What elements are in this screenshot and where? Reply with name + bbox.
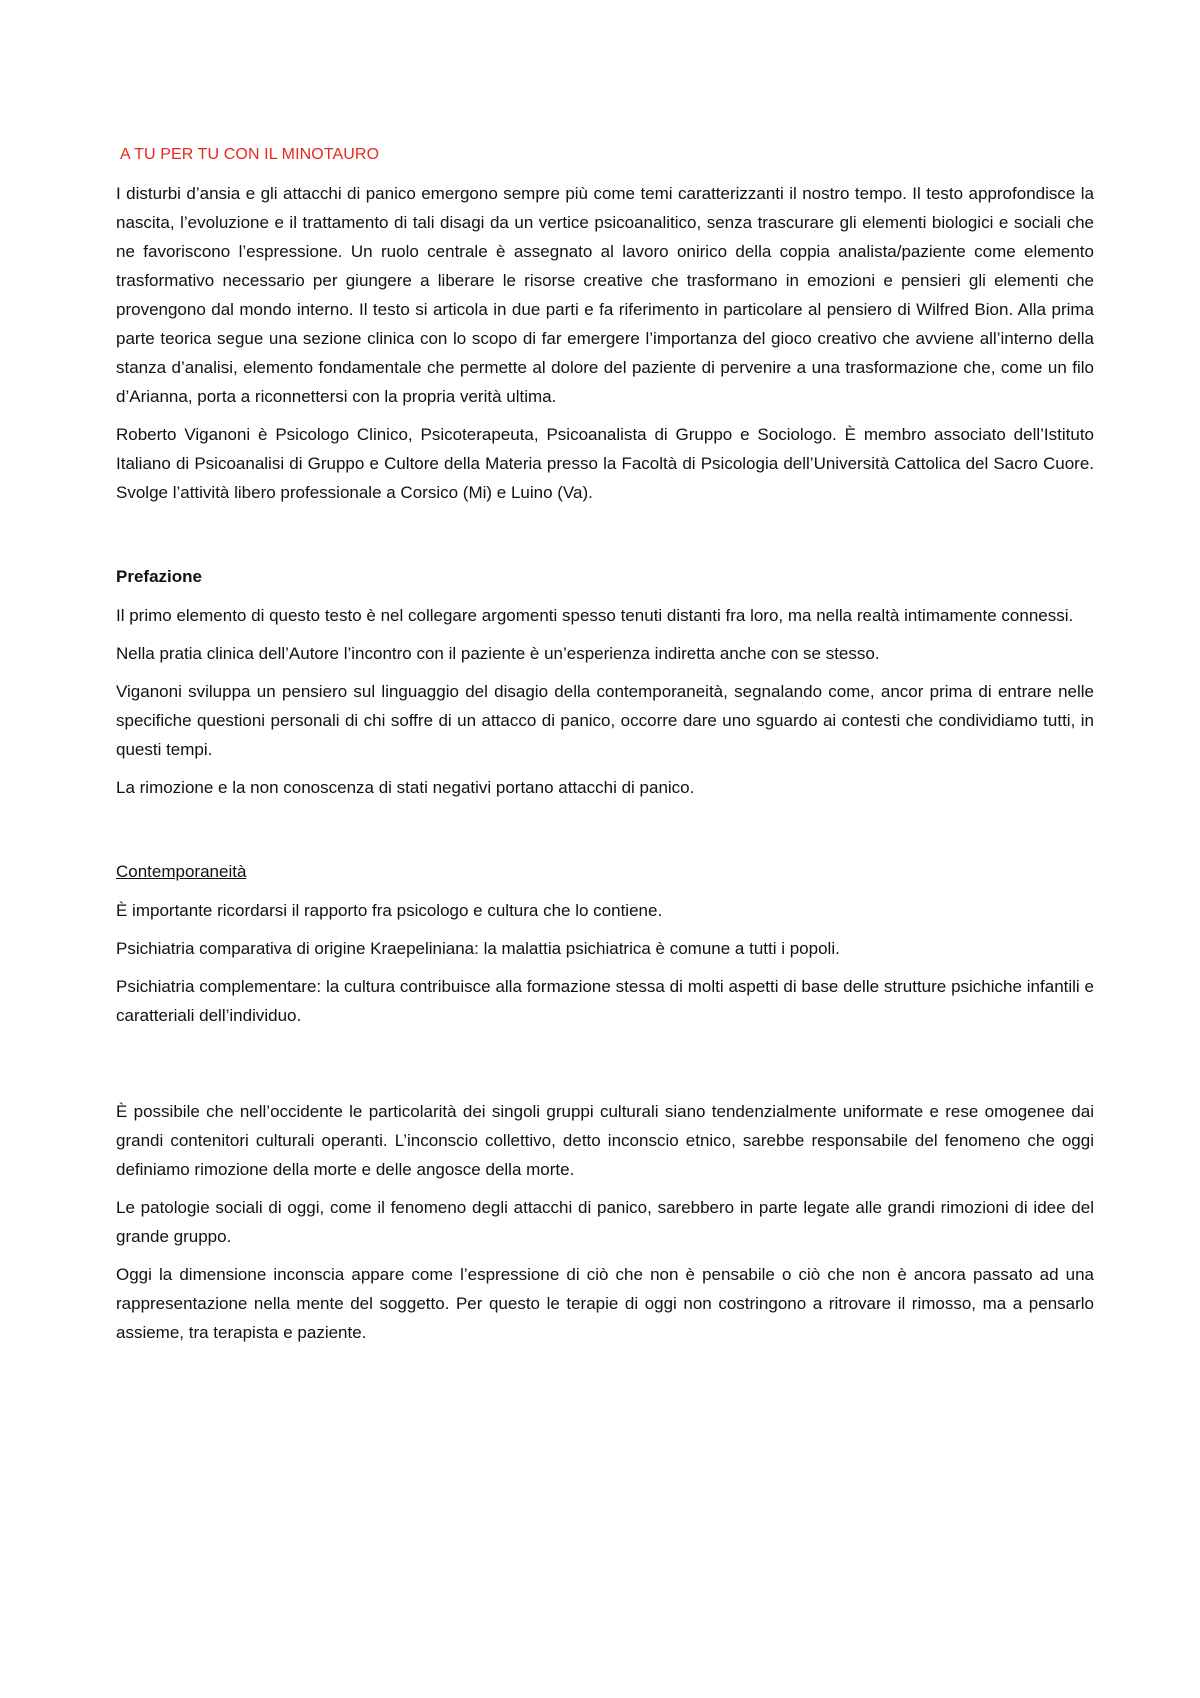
contemporaneita-paragraph: Le patologie sociali di oggi, come il fenomeno degli attacchi di panico, sarebbero in parte legate alle grandi rimozioni di idee del grande gruppo. bbox=[116, 1198, 1094, 1246]
section-heading-prefazione: Prefazione bbox=[116, 567, 202, 586]
spacer bbox=[116, 516, 1094, 562]
prefazione-paragraph: Il primo elemento di questo testo è nel collegare argomenti spesso tenuti distanti fra loro, ma nella realtà intimamente connessi. bbox=[116, 606, 1074, 625]
document-body bbox=[116, 140, 1094, 1356]
contemporaneita-paragraph: È possibile che nell’occidente le particolarità dei singoli gruppi culturali siano tendenzialmente uniformate e rese omogenee dai grandi contenitori culturali operanti. L’inconscio collettivo, detto inconscio etnico, sarebbe responsabile del fenomeno che oggi definiamo rimozione della morte e delle angosce della morte. bbox=[116, 1102, 1094, 1179]
intro-paragraph: I disturbi d’ansia e gli attacchi di panico emergono sempre più come temi caratterizzanti il nostro tempo. Il testo approfondisce la nascita, l’evoluzione e il trattamento di tali disagi da un vertice psicoanalitico, senza trascurare gli elementi biologici e sociali che ne favoriscono l’espressione. Un ruolo centrale è assegnato al lavoro onirico della coppia analista/paziente come elemento trasformativo necessario per giungere a liberare le risorse creative che trasformano in emozioni e pensieri gli elementi che provengono dal mondo interno. Il testo si articola in due parti e fa riferimento in particolare al pensiero di Wilfred Bion. Alla prima parte teorica segue una sezione clinica con lo scopo di far emergere l’importanza del gioco creativo che avviene all’interno della stanza d’analisi, elemento fondamentale che permette al dolore del paziente di pervenire a una trasformazione che, come un filo d’Arianna, porta a riconnettersi con la propria verità ultima. bbox=[116, 184, 1094, 406]
contemporaneita-paragraph: Psichiatria complementare: la cultura contribuisce alla formazione stessa di molti aspetti di base delle strutture psichiche infantili e caratteriali dell’individuo. bbox=[116, 977, 1094, 1025]
spacer bbox=[116, 811, 1094, 857]
spacer bbox=[116, 1039, 1094, 1097]
contemporaneita-paragraph: Oggi la dimensione inconscia appare come l’espressione di ciò che non è pensabile o ciò che non è ancora passato ad una rappresentazione nella mente del soggetto. Per questo le terapie di oggi non costringono a ritrovare il rimosso, ma a pensarlo assieme, tra terapista e paziente. bbox=[116, 1265, 1094, 1342]
prefazione-paragraph: La rimozione e la non conoscenza di stati negativi portano attacchi di panico. bbox=[116, 778, 695, 797]
contemporaneita-paragraph: Psichiatria comparativa di origine Kraepeliniana: la malattia psichiatrica è comune a tutti i popoli. bbox=[116, 939, 840, 958]
author-bio-paragraph: Roberto Viganoni è Psicologo Clinico, Psicoterapeuta, Psicoanalista di Gruppo e Sociologo. È membro associato dell’Istituto Italiano di Psicoanalisi di Gruppo e Cultore della Materia presso la Facoltà di Psicologia dell’Università Cattolica del Sacro Cuore. Svolge l’attività libero professionale a Corsico (Mi) e Luino (Va). bbox=[116, 425, 1094, 502]
prefazione-paragraph: Nella pratia clinica dell’Autore l’incontro con il paziente è un’esperienza indiretta anche con se stesso. bbox=[116, 644, 880, 663]
section-heading-contemporaneita: Contemporaneità bbox=[116, 862, 247, 881]
prefazione-paragraph: Viganoni sviluppa un pensiero sul linguaggio del disagio della contemporaneità, segnalando come, ancor prima di entrare nelle specifiche questioni personali di chi soffre di un attacco di panico, occorre dare uno sguardo ai contesti che condividiamo tutti, in questi tempi. bbox=[116, 682, 1094, 759]
contemporaneita-paragraph: È importante ricordarsi il rapporto fra psicologo e cultura che lo contiene. bbox=[116, 901, 663, 920]
document-title: A TU PER TU CON IL MINOTAURO bbox=[120, 146, 380, 163]
